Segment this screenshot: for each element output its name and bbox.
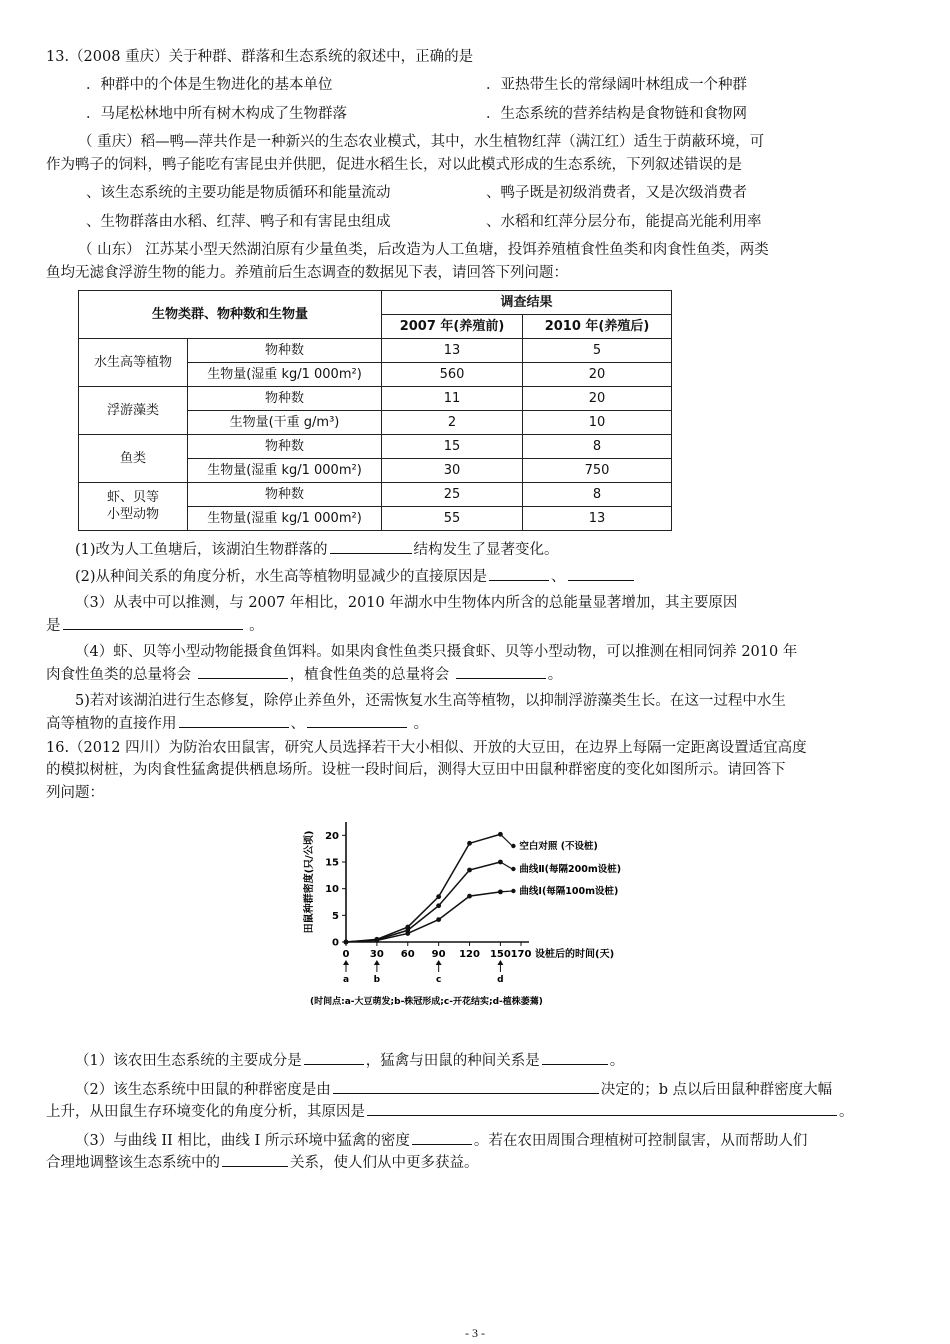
time-marker-label: c [435,975,442,986]
data-point [467,841,472,846]
y-tick-label: 15 [325,857,339,869]
q15-sub1 [46,539,906,561]
q14-option-d[interactable]: 、水稻和红萍分层分布，能提高光能利用率 [486,213,762,230]
table-cell: 8 [523,483,672,507]
table-cell: 30 [382,459,523,483]
q16-sub2-line2 [46,1101,906,1123]
table-cell: 560 [382,363,523,387]
table-metric: 物种数 [188,435,382,459]
q15-sub4-end: 。 [547,666,563,683]
answer-blank[interactable] [307,713,407,728]
page-number: - 3 - [465,1326,485,1340]
table-metric: 生物量(湿重 kg/1 000m²) [188,363,382,387]
data-point [344,940,349,945]
table-cell: 13 [382,339,523,363]
time-marker-arrowhead [343,960,349,965]
q15-sub3-text: 是 [46,617,61,634]
legend-entry: 曲线Ⅱ(每隔200m设桩) [519,864,622,876]
x-tick-label: 150 [489,949,511,961]
q14-options-row-2 [46,211,906,233]
q16-stem-3: 列问题： [46,784,104,801]
q15-sub4-line2 [46,664,906,686]
legend-entry: 空白对照 (不设桩) [519,841,598,853]
answer-blank[interactable] [330,539,412,554]
q13-option-d[interactable]: ．生态系统的营养结构是食物链和食物网 [486,105,747,122]
q15-sub3-end: 。 [244,617,264,634]
q13-option-c[interactable]: ．马尾松林地中所有树木构成了生物群落 [86,105,347,122]
table-header-2007: 2007 年(养殖前) [382,315,523,339]
y-tick-label: 5 [332,911,339,923]
answer-blank[interactable] [333,1079,599,1094]
table-group-name: 虾、贝等 小型动物 [79,483,188,531]
x-tick-label: 0 [342,949,350,961]
q15-sub4-text: 肉食性鱼类的总量将会 [46,666,196,683]
q16-sub1-text: （1）该农田生态系统的主要成分是 [75,1053,302,1070]
survey-table [78,290,672,531]
x-tick-label: 60 [400,949,415,961]
q15-sub5-sep: 、 [290,715,305,732]
table-header-result: 调查结果 [382,291,672,315]
table-cell: 2 [382,411,523,435]
series-line [346,892,500,942]
y-axis-label: 田鼠种群密度(只/公顷) [304,830,315,934]
q13-stem: 13.（2008 重庆）关于种群、群落和生态系统的叙述中，正确的是 [46,49,474,65]
q16-sub3-text: （3）与曲线 II 相比，曲线 I 所示环境中猛禽的密度 [75,1132,410,1149]
data-point [436,895,441,900]
time-marker-label: a [342,975,350,986]
q16-sub2-text-2: 决定的；b 点以后田鼠种群密度大幅 [600,1081,833,1098]
table-cell: 8 [523,435,672,459]
y-tick-label: 10 [325,884,339,896]
table-group-name: 浮游藻类 [79,387,188,435]
table-metric: 物种数 [188,339,382,363]
data-point [467,868,472,873]
series-leader [500,862,512,869]
exam-page [46,46,906,1175]
time-marker-arrowhead [436,960,442,965]
q16-sub3-text-2: 。若在农田周围合理植树可控制鼠害，从而帮助人们 [473,1132,808,1149]
q16-sub3-text-4: 关系，使人们从中更多获益。 [290,1155,479,1172]
time-marker-label: b [373,975,381,986]
table-metric: 生物量(湿重 kg/1 000m²) [188,459,382,483]
q14-option-a[interactable]: 、该生态系统的主要功能是物质循环和能量流动 [86,185,391,202]
q16-sub2-text-3: 上升，从田鼠生存环境变化的角度分析，其原因是 [46,1104,365,1121]
time-marker-label: d [497,975,504,986]
table-metric: 物种数 [188,483,382,507]
q15-stem-2: 鱼均无滤食浮游生物的能力。养殖前后生态调查的数据见下表，请回答下列问题： [46,264,568,281]
q16-sub3-line2 [46,1152,906,1174]
q15-sub1-text-end: 结构发生了显著变化。 [413,542,559,559]
answer-blank[interactable] [367,1101,837,1116]
table-cell: 10 [523,411,672,435]
answer-blank[interactable] [568,566,634,581]
x-tick-label: 90 [431,949,446,961]
series-line [346,862,500,942]
time-marker-arrowhead [374,960,380,965]
q15-sub5-end: 。 [409,715,429,732]
y-tick-label: 20 [325,831,339,843]
q13-option-b[interactable]: ．亚热带生长的常绿阔叶林组成一个种群 [486,77,747,94]
q16-sub1-end: 。 [609,1053,625,1070]
answer-blank[interactable] [489,566,549,581]
y-tick-label: 0 [332,937,339,949]
chart-series [344,832,516,945]
table-cell: 750 [523,459,672,483]
q14-stem-2: 作为鸭子的饲料，鸭子能吃有害昆虫并供肥，促进水稻生长，对以此模式形成的生态系统，下列叙述错误的是 [46,156,742,173]
chart-svg [298,814,658,1024]
answer-blank[interactable] [198,664,288,679]
x-tick-label: 170 [510,949,532,961]
data-point [436,904,441,909]
table-metric: 生物量(湿重 kg/1 000m²) [188,507,382,531]
x-axis-label: 设桩后的时间(天) [535,949,615,961]
table-cell: 55 [382,507,523,531]
table-header-main: 生物类群、物种数和生物量 [79,291,382,339]
q16-sub3-line1 [46,1130,906,1152]
q16-sub2-end: 。 [839,1104,854,1121]
table-metric: 生物量(干重 g/m³) [188,411,382,435]
q15-sub2-sep: 、 [551,568,566,585]
q14-options-row-1 [46,182,906,204]
q16-stem-1: 16.（2012 四川）为防治农田鼠害，研究人员选择若干大小相似、开放的大豆田，在边界上每隔一定距离设置适宜高度 [46,739,807,756]
series-leader [500,835,512,847]
q15-sub2 [46,566,906,588]
legend-marker [511,867,515,871]
table-cell: 25 [382,483,523,507]
table-cell: 20 [523,363,672,387]
time-marker-arrowhead [497,960,503,965]
table-group-name: 水生高等植物 [79,339,188,387]
q16-sub2-text: （2）该生态系统中田鼠的种群密度是由 [75,1081,331,1098]
population-density-chart [298,814,658,1024]
q16-sub3-text-3: 合理地调整该生态系统中的 [46,1155,220,1172]
data-point [405,931,410,936]
x-tick-label: 120 [459,949,480,961]
q14-option-b[interactable]: 、鸭子既是初级消费者，又是次级消费者 [486,185,747,202]
table-cell: 13 [523,507,672,531]
answer-blank[interactable] [542,1050,608,1065]
x-tick-label: 30 [369,949,384,961]
q13-options-row-1 [46,74,906,96]
q13-options-row-2 [46,103,906,125]
answer-blank[interactable] [63,615,243,630]
legend-marker [511,889,515,893]
q15-sub5-text: 高等植物的直接作用 [46,715,177,732]
q14-stem-1: （ 重庆）稻—鸭—萍共作是一种新兴的生态农业模式，其中，水生植物红萍（满江红）适生于荫蔽环境，可 [78,134,765,151]
q14-option-c[interactable]: 、生物群落由水稻、红萍、鸭子和有害昆虫组成 [86,213,391,230]
q15-sub4-line1: （4）虾、贝等小型动物能摄食鱼饵料。如果肉食性鱼类只摄食虾、贝等小型动物，可以推测在相同饲养 2010 年 [75,644,798,661]
legend-entry: 曲线Ⅰ(每隔100m设桩) [519,886,619,898]
q15-sub4-text-2: ，植食性鱼类的总量将会 [289,666,454,683]
q16-stem-2: 的模拟树桩，为肉食性猛禽提供栖息场所。设桩一段时间后，测得大豆田中田鼠种群密度的变化如图所示。请回答下 [46,762,786,779]
table-header-2010: 2010 年(养殖后) [523,315,672,339]
q16-sub2-line1 [46,1079,906,1101]
q15-sub1-text: (1)改为人工鱼塘后，该湖泊生物群落的 [75,542,328,559]
q15-stem-1: （ 山东） 江苏某小型天然湖泊原有少量鱼类，后改造为人工鱼塘，投饵养殖植食性鱼类和肉食性鱼类，两类 [78,242,769,259]
table-cell: 15 [382,435,523,459]
chart-labels [310,840,621,1007]
data-point [467,894,472,899]
answer-blank[interactable] [456,664,546,679]
table-metric: 物种数 [188,387,382,411]
data-point [436,918,441,923]
answer-blank[interactable] [304,1050,364,1065]
q15-sub5-line2 [46,713,906,735]
q15-sub2-text: (2)从种间关系的角度分析，水生高等植物明显减少的直接原因是 [75,568,488,585]
q13-option-a[interactable]: ．种群中的个体是生物进化的基本单位 [86,77,333,94]
table-cell: 20 [523,387,672,411]
answer-blank[interactable] [179,713,289,728]
q15-sub3-line1: （3）从表中可以推测，与 2007 年相比，2010 年湖水中生物体内所含的总能量显著增加，其主要原因 [75,595,738,612]
table-cell: 11 [382,387,523,411]
data-point [374,938,379,943]
legend-marker [511,844,515,848]
answer-blank[interactable] [222,1152,288,1167]
q16-sub1-text-2: ，猛禽与田鼠的种间关系是 [365,1053,540,1070]
q15-sub5-line1: 5)若对该湖泊进行生态修复，除停止养鱼外，还需恢复水生高等植物，以抑制浮游藻类生长。在这一过程中水生 [75,693,786,710]
q16-sub1 [46,1050,906,1072]
table-group-name: 鱼类 [79,435,188,483]
chart-caption: (时间点:a-大豆萌发;b-株冠形成;c-开花结实;d-植株萎蔫) [310,997,543,1008]
table-cell: 5 [523,339,672,363]
q15-sub3-line2 [46,615,906,637]
answer-blank[interactable] [412,1130,472,1145]
